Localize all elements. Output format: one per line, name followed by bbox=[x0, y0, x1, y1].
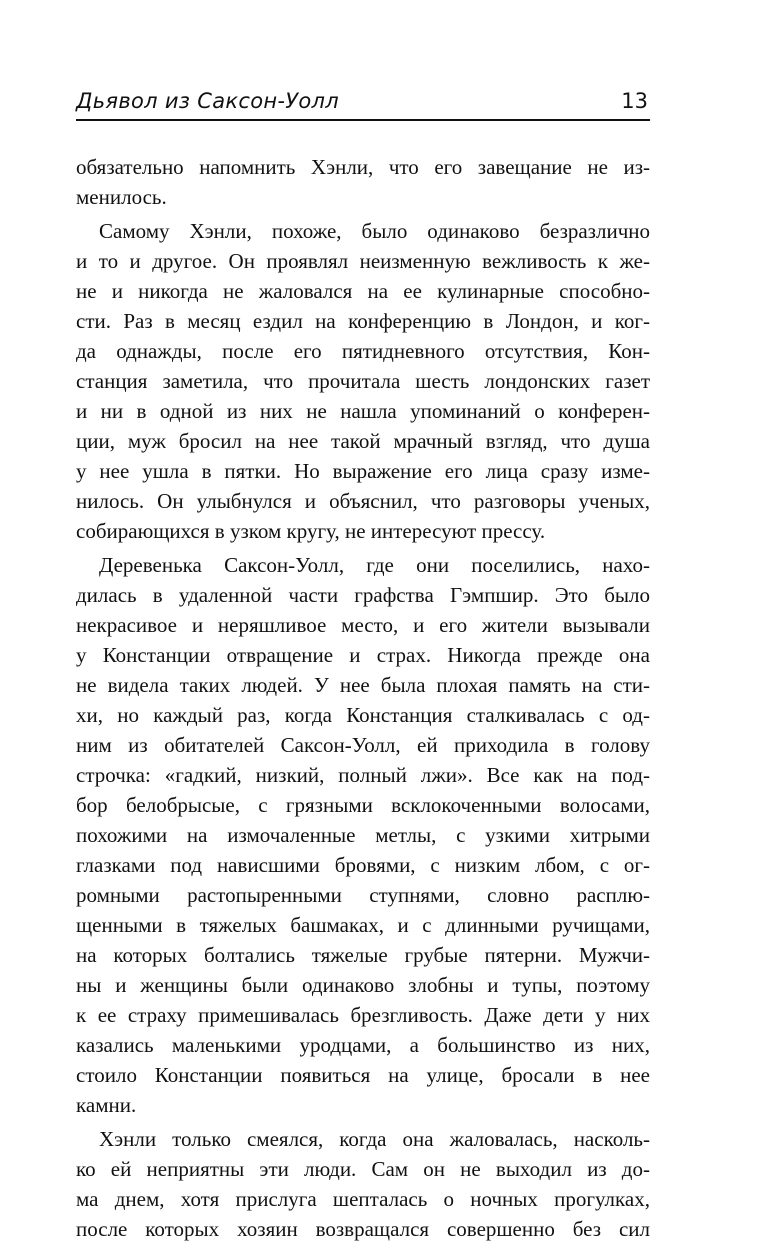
text-line: после которых хозяин возвращался совершенно без сил bbox=[76, 1217, 650, 1241]
text-line: щенными в тяжелых башмаках, и с длинными ручищами, bbox=[76, 913, 650, 937]
body-text bbox=[76, 152, 650, 1248]
text-line: хи, но каждый раз, когда Констанция сталкивалась с од- bbox=[76, 703, 650, 727]
running-header bbox=[76, 86, 650, 116]
text-line: глазками под нависшими бровями, с низким лбом, с ог- bbox=[76, 853, 650, 877]
text-line: Хэнли только смеялся, когда она жаловалась, насколь- bbox=[99, 1127, 650, 1151]
text-line: дилась в удаленной части графства Гэмпшир. Это было bbox=[76, 583, 650, 607]
text-line: да однажды, после его пятидневного отсутствия, Кон- bbox=[76, 339, 650, 363]
text-line: ции, муж бросил на нее такой мрачный взгляд, что душа bbox=[76, 429, 650, 453]
running-title: Дьявол из Саксон-Уолл bbox=[76, 89, 339, 113]
text-line: ромными растопыренными ступнями, словно расплю- bbox=[76, 883, 650, 907]
text-line: ны и женщины были одинаково злобны и тупы, поэтому bbox=[76, 973, 650, 997]
text-line: стоило Констанции появиться на улице, бросали в нее bbox=[76, 1063, 650, 1087]
text-line: нилось. Он улыбнулся и объяснил, что разговоры ученых, bbox=[76, 489, 650, 513]
text-line: некрасивое и неряшливое место, и его жители вызывали bbox=[76, 613, 650, 637]
page-number: 13 bbox=[621, 89, 648, 113]
text-line: бор белобрысые, с грязными всклокоченными волосами, bbox=[76, 793, 650, 817]
paragraph bbox=[76, 1124, 650, 1244]
text-line: строчка: «гадкий, низкий, полный лжи». Все как на под- bbox=[76, 763, 650, 787]
text-line: Деревенька Саксон-Уолл, где они поселились, нахо- bbox=[99, 553, 650, 577]
text-line: станция заметила, что прочитала шесть лондонских газет bbox=[76, 369, 650, 393]
text-line: похожими на измочаленные метлы, с узкими хитрыми bbox=[76, 823, 650, 847]
header-rule bbox=[76, 119, 650, 121]
text-line: у Констанции отвращение и страх. Никогда прежде она bbox=[76, 643, 650, 667]
paragraph bbox=[76, 216, 650, 546]
paragraph bbox=[76, 550, 650, 1120]
text-line: ним из обитателей Саксон-Уолл, ей приходила в голову bbox=[76, 733, 650, 757]
text-line: менилось. bbox=[76, 185, 167, 209]
text-line: и ни в одной из них не нашла упоминаний о конферен- bbox=[76, 399, 650, 423]
text-line: у нее ушла в пятки. Но выражение его лица сразу изме- bbox=[76, 459, 650, 483]
text-line: камни. bbox=[76, 1093, 137, 1117]
text-line: ма днем, хотя прислуга шепталась о ночных прогулках, bbox=[76, 1187, 650, 1211]
text-line: и то и другое. Он проявлял неизменную вежливость к же- bbox=[76, 249, 650, 273]
text-line: на которых болтались тяжелые грубые пятерни. Мужчи- bbox=[76, 943, 650, 967]
text-line: ко ей неприятны эти люди. Сам он не выходил из до- bbox=[76, 1157, 650, 1181]
text-line: казались маленькими уродцами, а большинство из них, bbox=[76, 1033, 650, 1057]
text-line: обязательно напомнить Хэнли, что его завещание не из- bbox=[76, 155, 650, 179]
text-line: сти. Раз в месяц ездил на конференцию в Лондон, и ког- bbox=[76, 309, 650, 333]
text-line: не и никогда не жаловался на ее кулинарные способно- bbox=[76, 279, 650, 303]
paragraph bbox=[76, 152, 650, 212]
text-line: Самому Хэнли, похоже, было одинаково безразлично bbox=[99, 219, 650, 243]
text-line: к ее страху примешивалась брезгливость. Даже дети у них bbox=[76, 1003, 650, 1027]
text-line: не видела таких людей. У нее была плохая память на сти- bbox=[76, 673, 650, 697]
text-line: собирающихся в узком кругу, не интересуют прессу. bbox=[76, 519, 546, 543]
